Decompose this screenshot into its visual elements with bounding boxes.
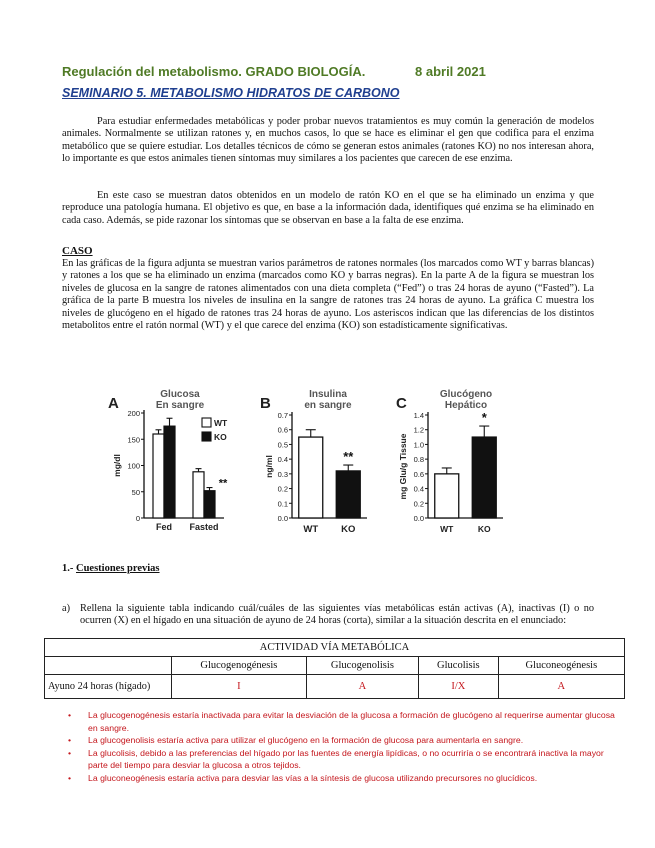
table-header-cell: Glucogenolisis xyxy=(306,657,418,675)
intro-paragraph-1: Para estudiar enfermedades metabólicas y poder probar nuevos tratamientos es muy común la generación de modelos animales. Normalmente se utilizan ratones y, en muchos casos, lo que se hace es eliminar el gen que codifica para el enzima metabólico que se quiere estudiar. Los detalles técnicos de cómo se generan estos animales (ratones KO) no nos interesan ahora, lo importante es que estos animales tienen síntomas muy similares a los pacientes que carecen de ese enzima. xyxy=(62,116,594,165)
panel-c xyxy=(396,389,503,534)
bar-ko xyxy=(336,471,360,518)
note-text: La glucogenolisis estaría activa para utilizar el glucógeno en la formación de glucosa para aumentarla en sangre. xyxy=(88,735,524,746)
bar-ko xyxy=(472,437,496,518)
significance-marker: ** xyxy=(218,477,228,490)
bar-wt xyxy=(193,472,204,518)
table-header-cell: Glucolisis xyxy=(419,657,499,675)
table-title: ACTIVIDAD VÍA METABÓLICA xyxy=(45,639,625,657)
y-axis-label: mg/dl xyxy=(112,454,122,477)
bar-ko xyxy=(204,491,215,518)
panel-a xyxy=(108,389,228,532)
case-paragraph: En las gráficas de la figura adjunta se muestran varios parámetros de ratones normales (los marcados como WT y barras blancas) y ratones a los que se ha eliminado un enzima (marcados como KO y barras negras). En la parte A de la figura se muestran los niveles de glucosa en la sangre de ratones alimentados con una dieta completa (“Fed”) o tras 24 horas de ayuno (“Fasted”). La gráfica de la parte B muestra los niveles de insulina en la sangre de ratones tras 24 horas de ayuno. La gráfica C muestra los niveles de glucógeno en el hígado de ratones tras 24 horas de ayuno. Los asteriscos indican que las diferencias de los distintos metabolitos entre el ratón normal (WT) y el que carece del enzima (KO) son estadísticamente significativas. xyxy=(62,258,594,332)
seminar-title: SEMINARIO 5. METABOLISMO HIDRATOS DE CARBONO xyxy=(62,86,400,100)
y-tick-label: 0 xyxy=(135,514,140,523)
bar-wt xyxy=(299,437,323,518)
chart-title: Glucosa xyxy=(160,389,200,400)
questions-title: Cuestiones previas xyxy=(76,563,160,574)
panel-letter: A xyxy=(108,395,119,412)
question-a-label: a) xyxy=(62,603,70,614)
panel-letter: B xyxy=(260,395,271,412)
legend-label: WT xyxy=(214,418,228,428)
bullet-icon: • xyxy=(68,747,72,758)
chart-title: en sangre xyxy=(304,400,352,411)
y-tick-label: 0.1 xyxy=(277,499,288,509)
x-tick-label: KO xyxy=(477,524,491,534)
legend-swatch xyxy=(202,432,211,441)
significance-marker: * xyxy=(481,410,487,426)
y-tick-label: 0.5 xyxy=(277,440,288,450)
y-tick-label: 100 xyxy=(127,461,140,471)
legend-label: KO xyxy=(214,432,227,442)
y-axis-label: mg Glu/g Tissue xyxy=(398,433,408,500)
x-tick-label: WT xyxy=(303,524,319,535)
note-item xyxy=(62,734,622,747)
y-tick-label: 0.7 xyxy=(277,411,288,420)
table-value-cell: A xyxy=(306,675,418,699)
questions-number: 1.- xyxy=(62,563,74,574)
y-tick-label: 1.2 xyxy=(413,425,424,435)
results-figure xyxy=(100,378,520,548)
y-tick-label: 0.2 xyxy=(277,484,288,494)
y-tick-label: 0.6 xyxy=(413,469,424,479)
bar-wt xyxy=(435,474,459,518)
table-value-cell: A xyxy=(498,675,624,699)
questions-heading xyxy=(62,563,160,574)
course-title: Regulación del metabolismo. GRADO BIOLOGÍA. xyxy=(62,64,366,79)
note-item xyxy=(62,772,622,785)
answer-notes xyxy=(62,709,622,785)
y-tick-label: 50 xyxy=(131,487,140,497)
bar-wt xyxy=(153,434,164,518)
bullet-icon: • xyxy=(68,710,72,720)
table-header-cell: Gluconeogénesis xyxy=(498,657,624,675)
y-tick-label: 0.0 xyxy=(277,514,288,523)
x-tick-label: KO xyxy=(341,524,356,535)
y-tick-label: 0.0 xyxy=(413,514,424,523)
table-value-cell: I/X xyxy=(419,675,499,699)
x-tick-label: WT xyxy=(440,524,454,534)
y-tick-label: 0.6 xyxy=(277,425,288,435)
note-text: La gluconeogénesis estaría activa para desviar las vías a la síntesis de glucosa utilizando precursores no glucídicos. xyxy=(88,772,538,783)
y-tick-label: 0.4 xyxy=(413,484,424,494)
y-axis-label: ng/ml xyxy=(264,455,274,478)
chart-title: Insulina xyxy=(309,389,347,400)
case-heading: CASO xyxy=(62,245,93,257)
chart-title: En sangre xyxy=(155,400,205,411)
y-tick-label: 0.3 xyxy=(277,469,288,479)
note-text: La glucogenogénesis estaría inactivada para evitar la desviación de la glucosa a formación de glucógeno al requerirse aumentar glucosa en sangre. xyxy=(88,710,615,733)
y-tick-label: 0.2 xyxy=(413,499,424,509)
legend-swatch xyxy=(202,418,211,427)
document-header xyxy=(62,64,582,79)
chart-title: Hepático xyxy=(444,400,488,411)
panel-letter: C xyxy=(396,395,407,412)
y-tick-label: 1.4 xyxy=(413,411,424,420)
bar-ko xyxy=(164,426,175,518)
significance-marker: ** xyxy=(343,449,354,465)
y-tick-label: 1.0 xyxy=(413,440,424,450)
table-corner-cell xyxy=(45,657,172,675)
table-header-cell: Glucogenogénesis xyxy=(172,657,307,675)
chart-title: Glucógeno xyxy=(439,389,493,400)
document-date: 8 abril 2021 xyxy=(415,64,486,79)
y-tick-label: 200 xyxy=(127,409,140,418)
x-tick-label: Fasted xyxy=(189,522,219,532)
intro-paragraph-2: En este caso se muestran datos obtenidos en un modelo de ratón KO en el que se ha eliminado un enzima y que reproduce una patología humana. El objetivo es que, en base a la información dada, identifiques qué enzima se ha eliminado en cada caso. Además, se pide razonar los síntomas que se observan en base a la falta de ese enzima. xyxy=(62,190,594,226)
y-tick-label: 0.4 xyxy=(277,455,288,465)
table-value-cell: I xyxy=(172,675,307,699)
pathway-activity-table xyxy=(44,638,625,699)
bullet-icon: • xyxy=(68,772,72,783)
x-tick-label: Fed xyxy=(155,522,173,532)
y-tick-label: 150 xyxy=(127,435,140,445)
table-row-label: Ayuno 24 horas (hígado) xyxy=(45,675,172,699)
note-text: La glucolisis, debido a las preferencias del hígado por las fuentes de energía lipídicas, o no ocurriría o se encontrará inactiva la mayor parte del tiempo para desviar la glucosa a otros tejidos. xyxy=(88,747,604,771)
question-a-text: Rellena la siguiente tabla indicando cuál/cuáles de las siguientes vías metabólicas están activas (A), inactivas (I) o no ocurren (X) en el hígado en una situación de ayuno de 24 horas (corta), similar a la situación descrita en el enunciado: xyxy=(80,603,594,627)
note-item xyxy=(62,709,622,734)
y-tick-label: 0.8 xyxy=(413,455,424,465)
bullet-icon: • xyxy=(68,735,72,746)
note-item xyxy=(62,747,622,772)
panel-b xyxy=(260,389,367,535)
